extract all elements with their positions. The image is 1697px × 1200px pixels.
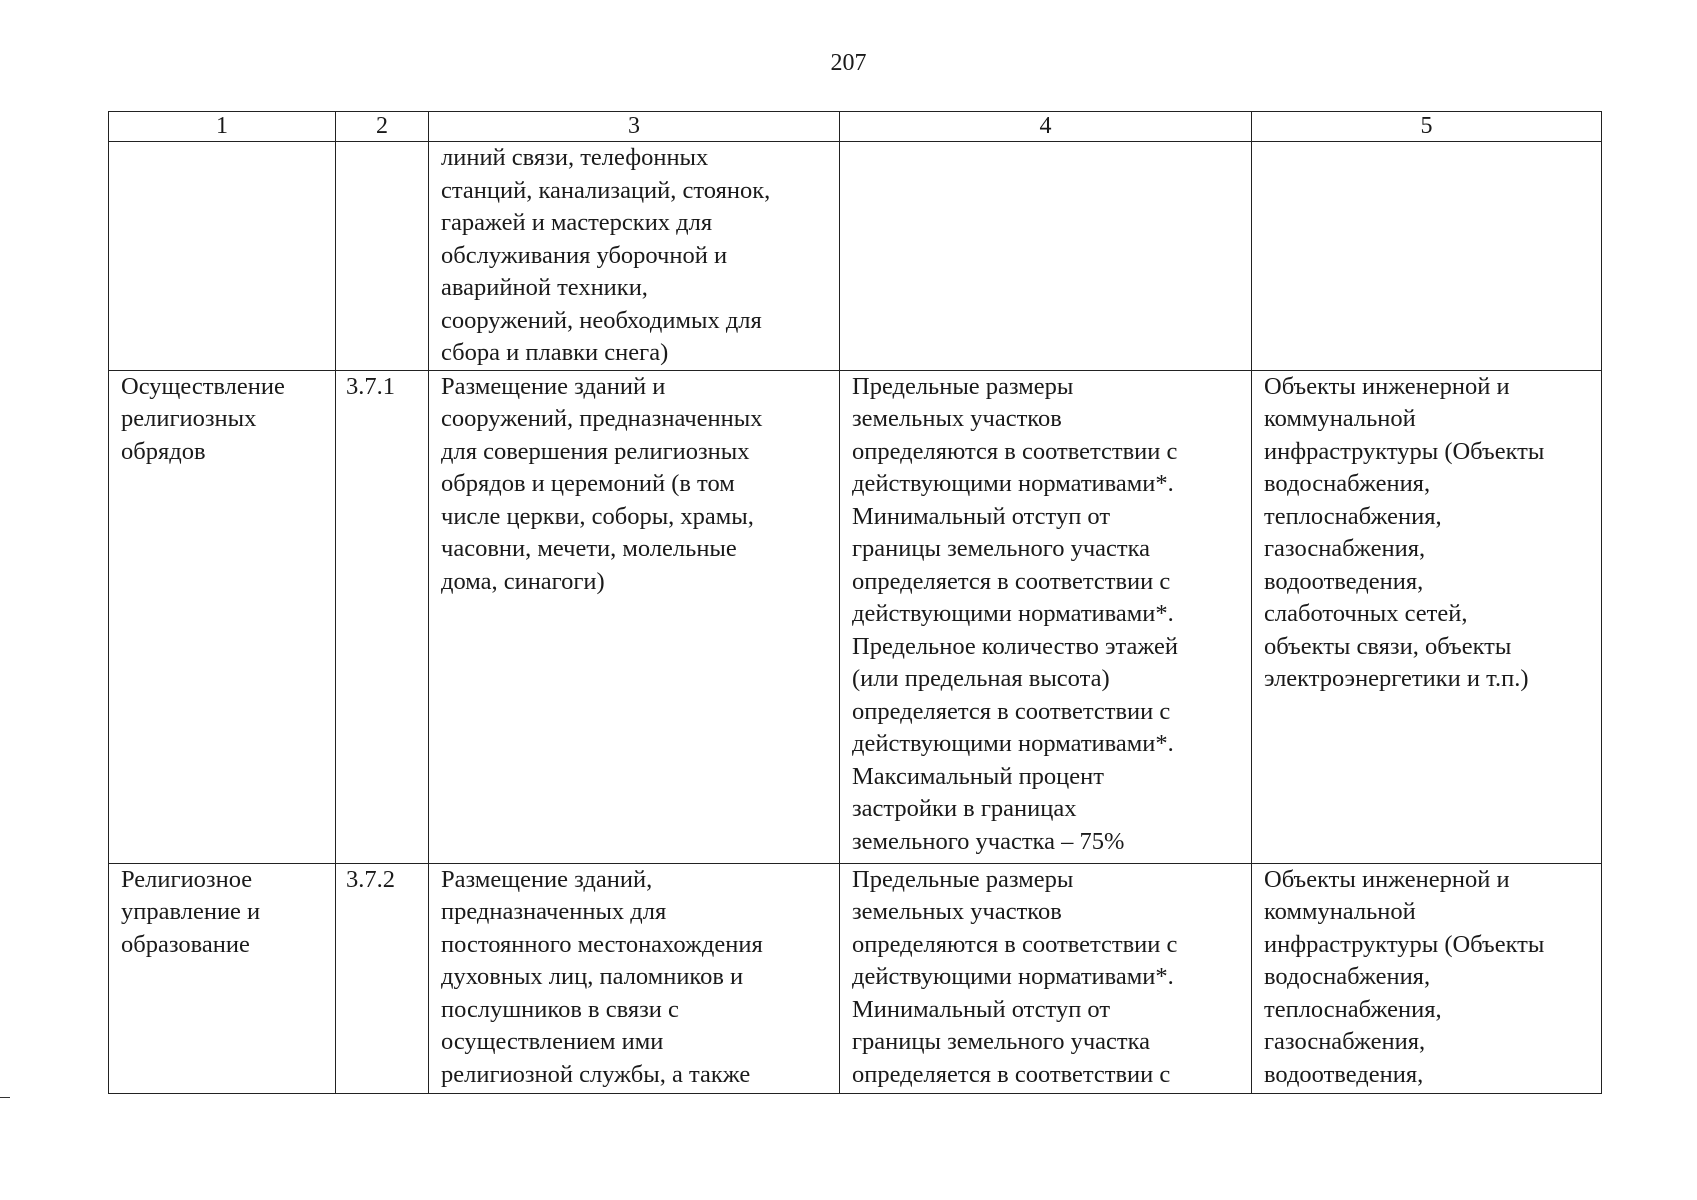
land-use-table xyxy=(108,111,1602,1094)
land-use-name-cell: Религиозное управление и образование xyxy=(109,863,336,1093)
auxiliary-uses-cell xyxy=(1252,142,1602,371)
table-row xyxy=(109,142,1602,371)
column-header-2: 2 xyxy=(336,112,429,142)
construction-parameters-cell: Предельные размеры земельных участков определяются в соответствии с действующими нормативами*. Минимальный отступ от границы земельного участка определяется в соответствии с xyxy=(840,863,1252,1093)
table-row xyxy=(109,370,1602,863)
scan-edge-mark xyxy=(0,1097,10,1098)
land-use-name-cell xyxy=(109,142,336,371)
table-body xyxy=(109,142,1602,1094)
land-use-code-cell: 3.7.1 xyxy=(336,370,429,863)
land-use-code-cell xyxy=(336,142,429,371)
construction-parameters-cell: Предельные размеры земельных участков определяются в соответствии с действующими нормативами*. Минимальный отступ от границы земельного участка определяется в соответствии с действующими нормативами*. Предельное количество этажей (или предельная высота) определяется в соответствии с действующими нормативами*. Максимальный процент застройки в границах земельного участка – 75% xyxy=(840,370,1252,863)
column-header-1: 1 xyxy=(109,112,336,142)
column-header-5: 5 xyxy=(1252,112,1602,142)
auxiliary-uses-cell: Объекты инженерной и коммунальной инфраструктуры (Объекты водоснабжения, теплоснабжения, газоснабжения, водоотведения, xyxy=(1252,863,1602,1093)
column-header-4: 4 xyxy=(840,112,1252,142)
table-header xyxy=(109,112,1602,142)
auxiliary-uses-cell: Объекты инженерной и коммунальной инфраструктуры (Объекты водоснабжения, теплоснабжения, газоснабжения, водоотведения, слаботочных сетей, объекты связи, объекты электроэнергетики и т.п.) xyxy=(1252,370,1602,863)
land-use-code-cell: 3.7.2 xyxy=(336,863,429,1093)
land-use-description-cell: Размещение зданий, предназначенных для постоянного местонахождения духовных лиц, паломников и послушников в связи с осуществлением ими религиозной службы, а также xyxy=(429,863,840,1093)
construction-parameters-cell xyxy=(840,142,1252,371)
land-use-description-cell: Размещение зданий и сооружений, предназначенных для совершения религиозных обрядов и церемоний (в том числе церкви, соборы, храмы, часовни, мечети, молельные дома, синагоги) xyxy=(429,370,840,863)
land-use-name-cell: Осуществление религиозных обрядов xyxy=(109,370,336,863)
page-number: 207 xyxy=(830,50,867,76)
table-row xyxy=(109,863,1602,1093)
header-row xyxy=(109,112,1602,142)
land-use-description-cell: линий связи, телефонных станций, канализаций, стоянок, гаражей и мастерских для обслуживания уборочной и аварийной техники, сооружений, необходимых для сбора и плавки снега) xyxy=(429,142,840,371)
column-header-3: 3 xyxy=(429,112,840,142)
